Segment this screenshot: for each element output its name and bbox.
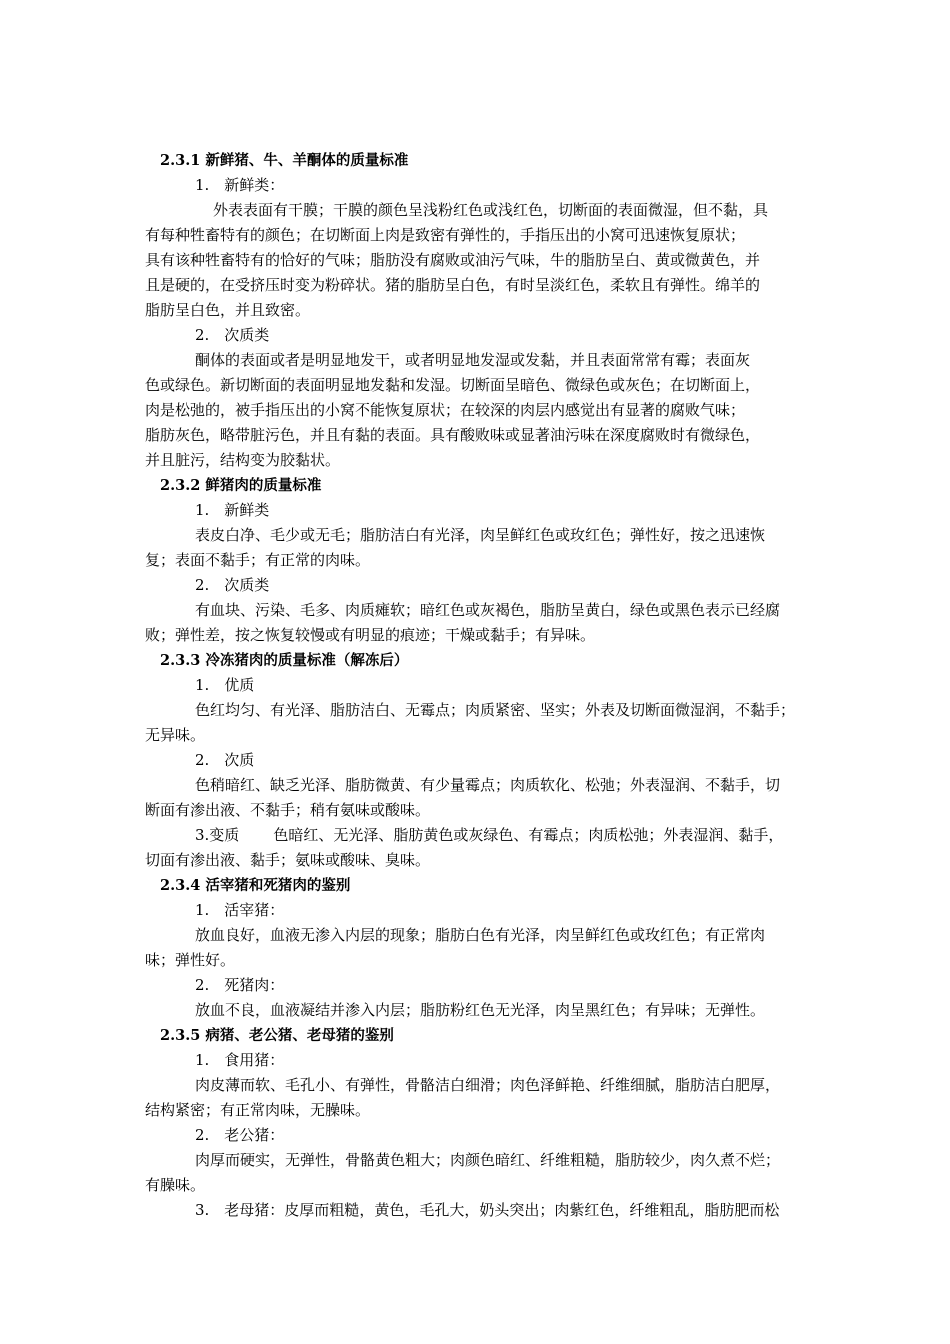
list-item-label: 3. 老母猪：皮厚而粗糙，黄色，毛孔大，奶头突出；肉紫红色，纤维粗乱，脂肪肥而松 [195, 1201, 780, 1219]
list-item-label: 3.变质 [195, 826, 240, 844]
paragraph-line: 结构紧密；有正常肉味，无臊味。 [145, 1101, 371, 1119]
paragraph-line: 有每种牲畜特有的颜色；在切断面上肉是致密有弹性的，手指压出的小窝可迅速恢复原状； [145, 226, 746, 244]
paragraph-line: 肉是松弛的，被手指压出的小窝不能恢复原状；在较深的肉层内感觉出有显著的腐败气味； [145, 401, 746, 419]
paragraph-line: 切面有渗出液、黏手；氨味或酸味、臭味。 [145, 851, 431, 869]
paragraph-line: 有血块、污染、毛多、肉质瘫软；暗红色或灰褐色，脂肪呈黄白，绿色或黑色表示已经腐 [195, 601, 781, 619]
paragraph-line: 肉厚而硬实，无弹性，骨骼黄色粗大；肉颜色暗红、纤维粗糙，脂肪较少，肉久煮不烂； [195, 1151, 781, 1169]
paragraph-line: 脂肪呈白色，并且致密。 [145, 301, 311, 319]
section-heading: 2.3.3 冷冻猪肉的质量标准（解冻后） [160, 652, 409, 669]
paragraph-line: 并且脏污，结构变为胶黏状。 [145, 451, 341, 469]
paragraph-line: 脂肪灰色，略带脏污色，并且有黏的表面。具有酸败味或显著油污味在深度腐败时有微绿色， [145, 426, 761, 444]
list-item-label: 1. 新鲜类 [195, 501, 270, 519]
paragraph-line: 酮体的表面或者是明显地发干，或者明显地发湿或发黏，并且表面常常有霉；表面灰 [195, 351, 751, 369]
section-heading: 2.3.4 活宰猪和死猪肉的鉴别 [160, 877, 351, 894]
paragraph-line: 表皮白净、毛少或无毛；脂肪洁白有光泽，肉呈鲜红色或玫红色；弹性好，按之迅速恢 [195, 526, 766, 544]
paragraph-line: 败；弹性差，按之恢复较慢或有明显的痕迹；干燥或黏手；有异味。 [145, 626, 596, 644]
paragraph-line: 味；弹性好。 [145, 951, 236, 969]
list-item-text: 色暗红、无光泽、脂肪黄色或灰绿色、有霉点；肉质松弛；外表湿润、黏手， [273, 826, 784, 844]
list-item-label: 2. 次质 [195, 751, 255, 769]
paragraph-line: 肉皮薄而软、毛孔小、有弹性，骨骼洁白细滑；肉色泽鲜艳、纤维细腻，脂肪洁白肥厚， [195, 1076, 781, 1094]
paragraph-line: 复；表面不黏手；有正常的肉味。 [145, 551, 371, 569]
paragraph-line: 无异味。 [145, 726, 206, 744]
paragraph-line: 有臊味。 [145, 1176, 206, 1194]
paragraph-line: 放血良好，血液无渗入内层的现象；脂肪白色有光泽，肉呈鲜红色或玫红色；有正常肉 [195, 926, 766, 944]
paragraph-line: 色稍暗红、缺乏光泽、脂肪微黄、有少量霉点；肉质软化、松弛；外表湿润、不黏手，切 [195, 776, 781, 794]
section-heading: 2.3.1 新鲜猪、牛、羊酮体的质量标准 [160, 152, 409, 169]
list-item-label: 2. 死猪肉： [195, 976, 285, 994]
list-item-label: 2. 次质类 [195, 326, 270, 344]
paragraph-line: 色红均匀、有光泽、脂肪洁白、无霉点；肉质紧密、坚实；外表及切断面微湿润，不黏手； [195, 701, 796, 719]
list-item-label: 1. 食用猪： [195, 1051, 285, 1069]
paragraph-line: 具有该种牲畜特有的恰好的气味；脂肪没有腐败或油污气味，牛的脂肪呈白、黄或微黄色，并 [145, 251, 761, 269]
section-heading: 2.3.2 鲜猪肉的质量标准 [160, 477, 322, 494]
document-body [145, 148, 815, 1223]
paragraph-line: 放血不良，血液凝结并渗入内层；脂肪粉红色无光泽，肉呈黑红色；有异味；无弹性。 [195, 1001, 766, 1019]
paragraph-line: 断面有渗出液、不黏手；稍有氨味或酸味。 [145, 801, 431, 819]
section-heading: 2.3.5 病猪、老公猪、老母猪的鉴别 [160, 1027, 394, 1044]
paragraph-line: 色或绿色。新切断面的表面明显地发黏和发湿。切断面呈暗色、微绿色或灰色；在切断面上， [145, 376, 761, 394]
list-item-row [145, 823, 815, 848]
list-item-label: 1. 活宰猪： [195, 901, 285, 919]
list-item-label: 1. 优质 [195, 676, 255, 694]
paragraph-line: 且是硬的，在受挤压时变为粉碎状。猪的脂肪呈白色，有时呈淡红色，柔软且有弹性。绵羊的 [145, 276, 761, 294]
list-item-label: 2. 老公猪： [195, 1126, 285, 1144]
list-item-label: 1. 新鲜类： [195, 176, 285, 194]
list-item-label: 2. 次质类 [195, 576, 270, 594]
paragraph-line: 外表表面有干膜；干膜的颜色呈浅粉红色或浅红色，切断面的表面微湿，但不黏，具 [213, 201, 769, 219]
